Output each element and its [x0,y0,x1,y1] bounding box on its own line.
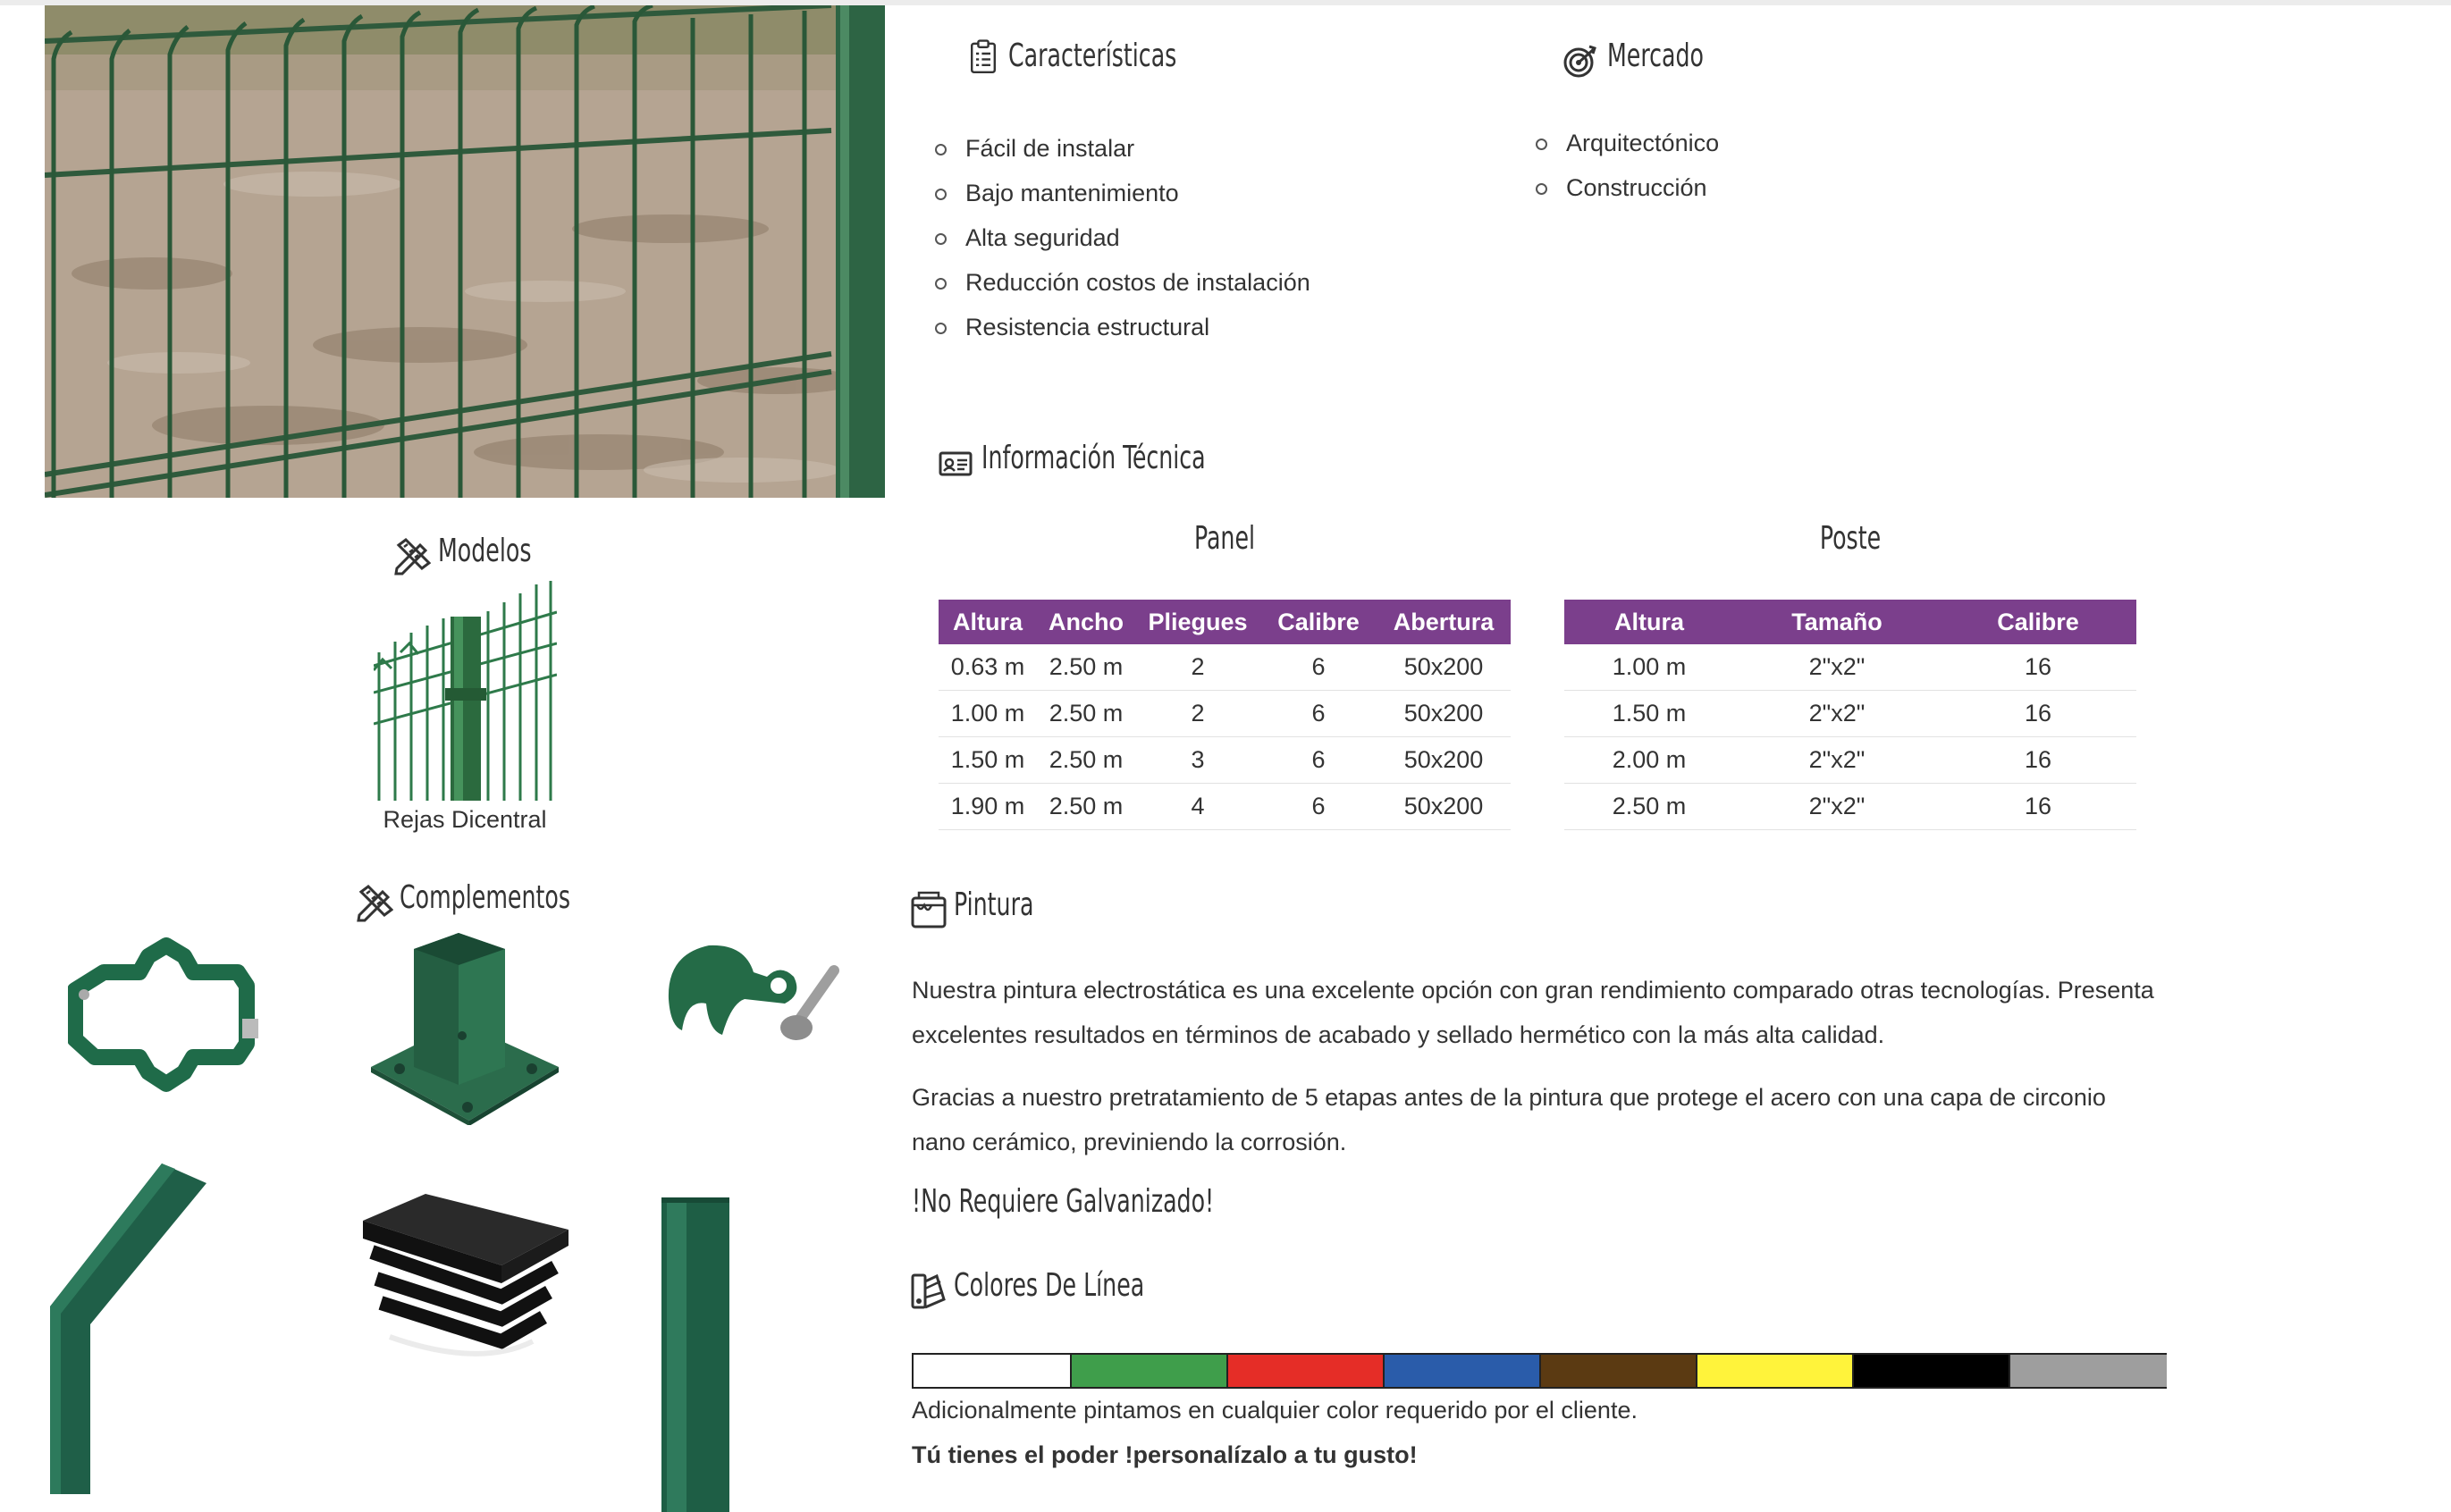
table-cell: 50x200 [1377,737,1511,784]
table-cell: 1.00 m [1564,644,1734,691]
id-card-icon [939,450,973,477]
panel-table [939,600,1511,830]
poste-title: Poste [1819,520,1882,557]
table-cell: 2"x2" [1734,737,1940,784]
table-cell: 2 [1135,691,1260,737]
swatch-blue [1383,1355,1541,1387]
colores-tagline: Tú tienes el poder !personalízalo a tu gusto! [912,1441,1418,1468]
caracteristicas-list [935,126,1310,349]
table-row [1564,737,2136,784]
swatch-green [1070,1355,1228,1387]
table-cell: 2.50 m [1037,737,1135,784]
table-cell: 6 [1260,691,1377,737]
list-item: Arquitectónico [1536,121,1719,165]
table-row [1564,784,2136,830]
table-cell: 2 [1135,644,1260,691]
table-cell: 50x200 [1377,644,1511,691]
table-cell: 50x200 [1377,691,1511,737]
pintura-paragraph: Nuestra pintura electrostática es una excelente opción con gran rendimiento comparado otras tecnologías. Presenta excelentes resultados en términos de acabado y sellado hermético con la más alta calidad. [912,977,2154,1048]
table-cell: 1.50 m [1564,691,1734,737]
dicentral-fence-model-image [374,581,557,801]
ruler-pencil-icon [393,538,431,575]
list-item: Alta seguridad [935,215,1310,260]
pintura-paragraph: Gracias a nuestro pretratamiento de 5 etapas antes de la pintura que protege el acero con una capa de circonio nano cerámico, previniendo la corrosión. [912,1084,2106,1155]
table-row [1564,691,2136,737]
table-cell: 0.63 m [939,644,1037,691]
column-header: Altura [1564,600,1734,644]
table-cell: 16 [1940,644,2136,691]
column-header: Abertura [1377,600,1511,644]
straight-post-image [660,1197,731,1512]
table-cell: 3 [1135,737,1260,784]
mercado-list [1536,121,1719,210]
table-cell: 1.90 m [939,784,1037,830]
table-cell: 1.50 m [939,737,1037,784]
poste-table [1564,600,2136,830]
list-item: Reducción costos de instalación [935,260,1310,305]
column-header: Altura [939,600,1037,644]
base-plate-image [362,933,563,1125]
target-icon [1562,43,1598,79]
list-item: Bajo mantenimiento [935,171,1310,215]
table-row [939,784,1511,830]
pintura-body [912,968,2163,1164]
table-cell: 6 [1260,737,1377,784]
modelos-title: Modelos [438,533,532,569]
column-header: Tamaño [1734,600,1940,644]
table-row [939,644,1511,691]
table-row [1564,644,2136,691]
swatch-yellow [1696,1355,1854,1387]
no-galvanizado-highlight: !No Requiere Galvanizado! [912,1183,1215,1220]
colores-note: Adicionalmente pintamos en cualquier color requerido por el cliente. [912,1397,1638,1424]
table-cell: 2.50 m [1037,784,1135,830]
colores-title: Colores De Línea [954,1267,1145,1304]
table-cell: 4 [1135,784,1260,830]
swatch-white [914,1355,1070,1387]
swatch-brown [1539,1355,1697,1387]
fence-photo [45,5,885,498]
column-header: Calibre [1260,600,1377,644]
column-header: Pliegues [1135,600,1260,644]
table-cell: 2.00 m [1564,737,1734,784]
column-header: Ancho [1037,600,1135,644]
table-cell: 16 [1940,784,2136,830]
table-row [939,691,1511,737]
table-cell: 16 [1940,737,2136,784]
table-header-row [1564,600,2136,644]
table-cell: 6 [1260,644,1377,691]
swatch-red [1226,1355,1385,1387]
swatch-gray [2009,1355,2167,1387]
table-cell: 2"x2" [1734,784,1940,830]
color-palette-icon [910,1273,948,1310]
table-cell: 1.00 m [939,691,1037,737]
pintura-title: Pintura [954,886,1034,923]
table-cell: 16 [1940,691,2136,737]
list-item: Resistencia estructural [935,305,1310,349]
complementos-title: Complementos [400,879,571,916]
info-tecnica-title: Información Técnica [981,440,1206,476]
panel-title: Panel [1193,520,1256,557]
column-header: Calibre [1940,600,2136,644]
list-item: Fácil de instalar [935,126,1310,171]
table-cell: 2.50 m [1037,691,1135,737]
table-cell: 2.50 m [1564,784,1734,830]
list-item: Construcción [1536,165,1719,210]
post-cap-image [354,1194,574,1358]
clipboard-icon [965,39,1001,75]
table-cell: 2"x2" [1734,644,1940,691]
table-cell: 6 [1260,784,1377,830]
table-cell: 2.50 m [1037,644,1135,691]
caracteristicas-title: Características [1008,38,1177,74]
swatch-black [1852,1355,2010,1387]
clip-screw-image [660,937,843,1048]
table-row [939,737,1511,784]
bent-post-image [50,1163,211,1494]
color-swatch-bar [912,1353,2167,1389]
table-header-row [939,600,1511,644]
model-caption: Rejas Dicentral [383,806,547,833]
paint-bucket-icon [910,891,948,930]
table-cell: 2"x2" [1734,691,1940,737]
clamp-image [68,937,274,1093]
table-cell: 50x200 [1377,784,1511,830]
mercado-title: Mercado [1607,38,1704,74]
ruler-pencil-icon [356,885,393,922]
